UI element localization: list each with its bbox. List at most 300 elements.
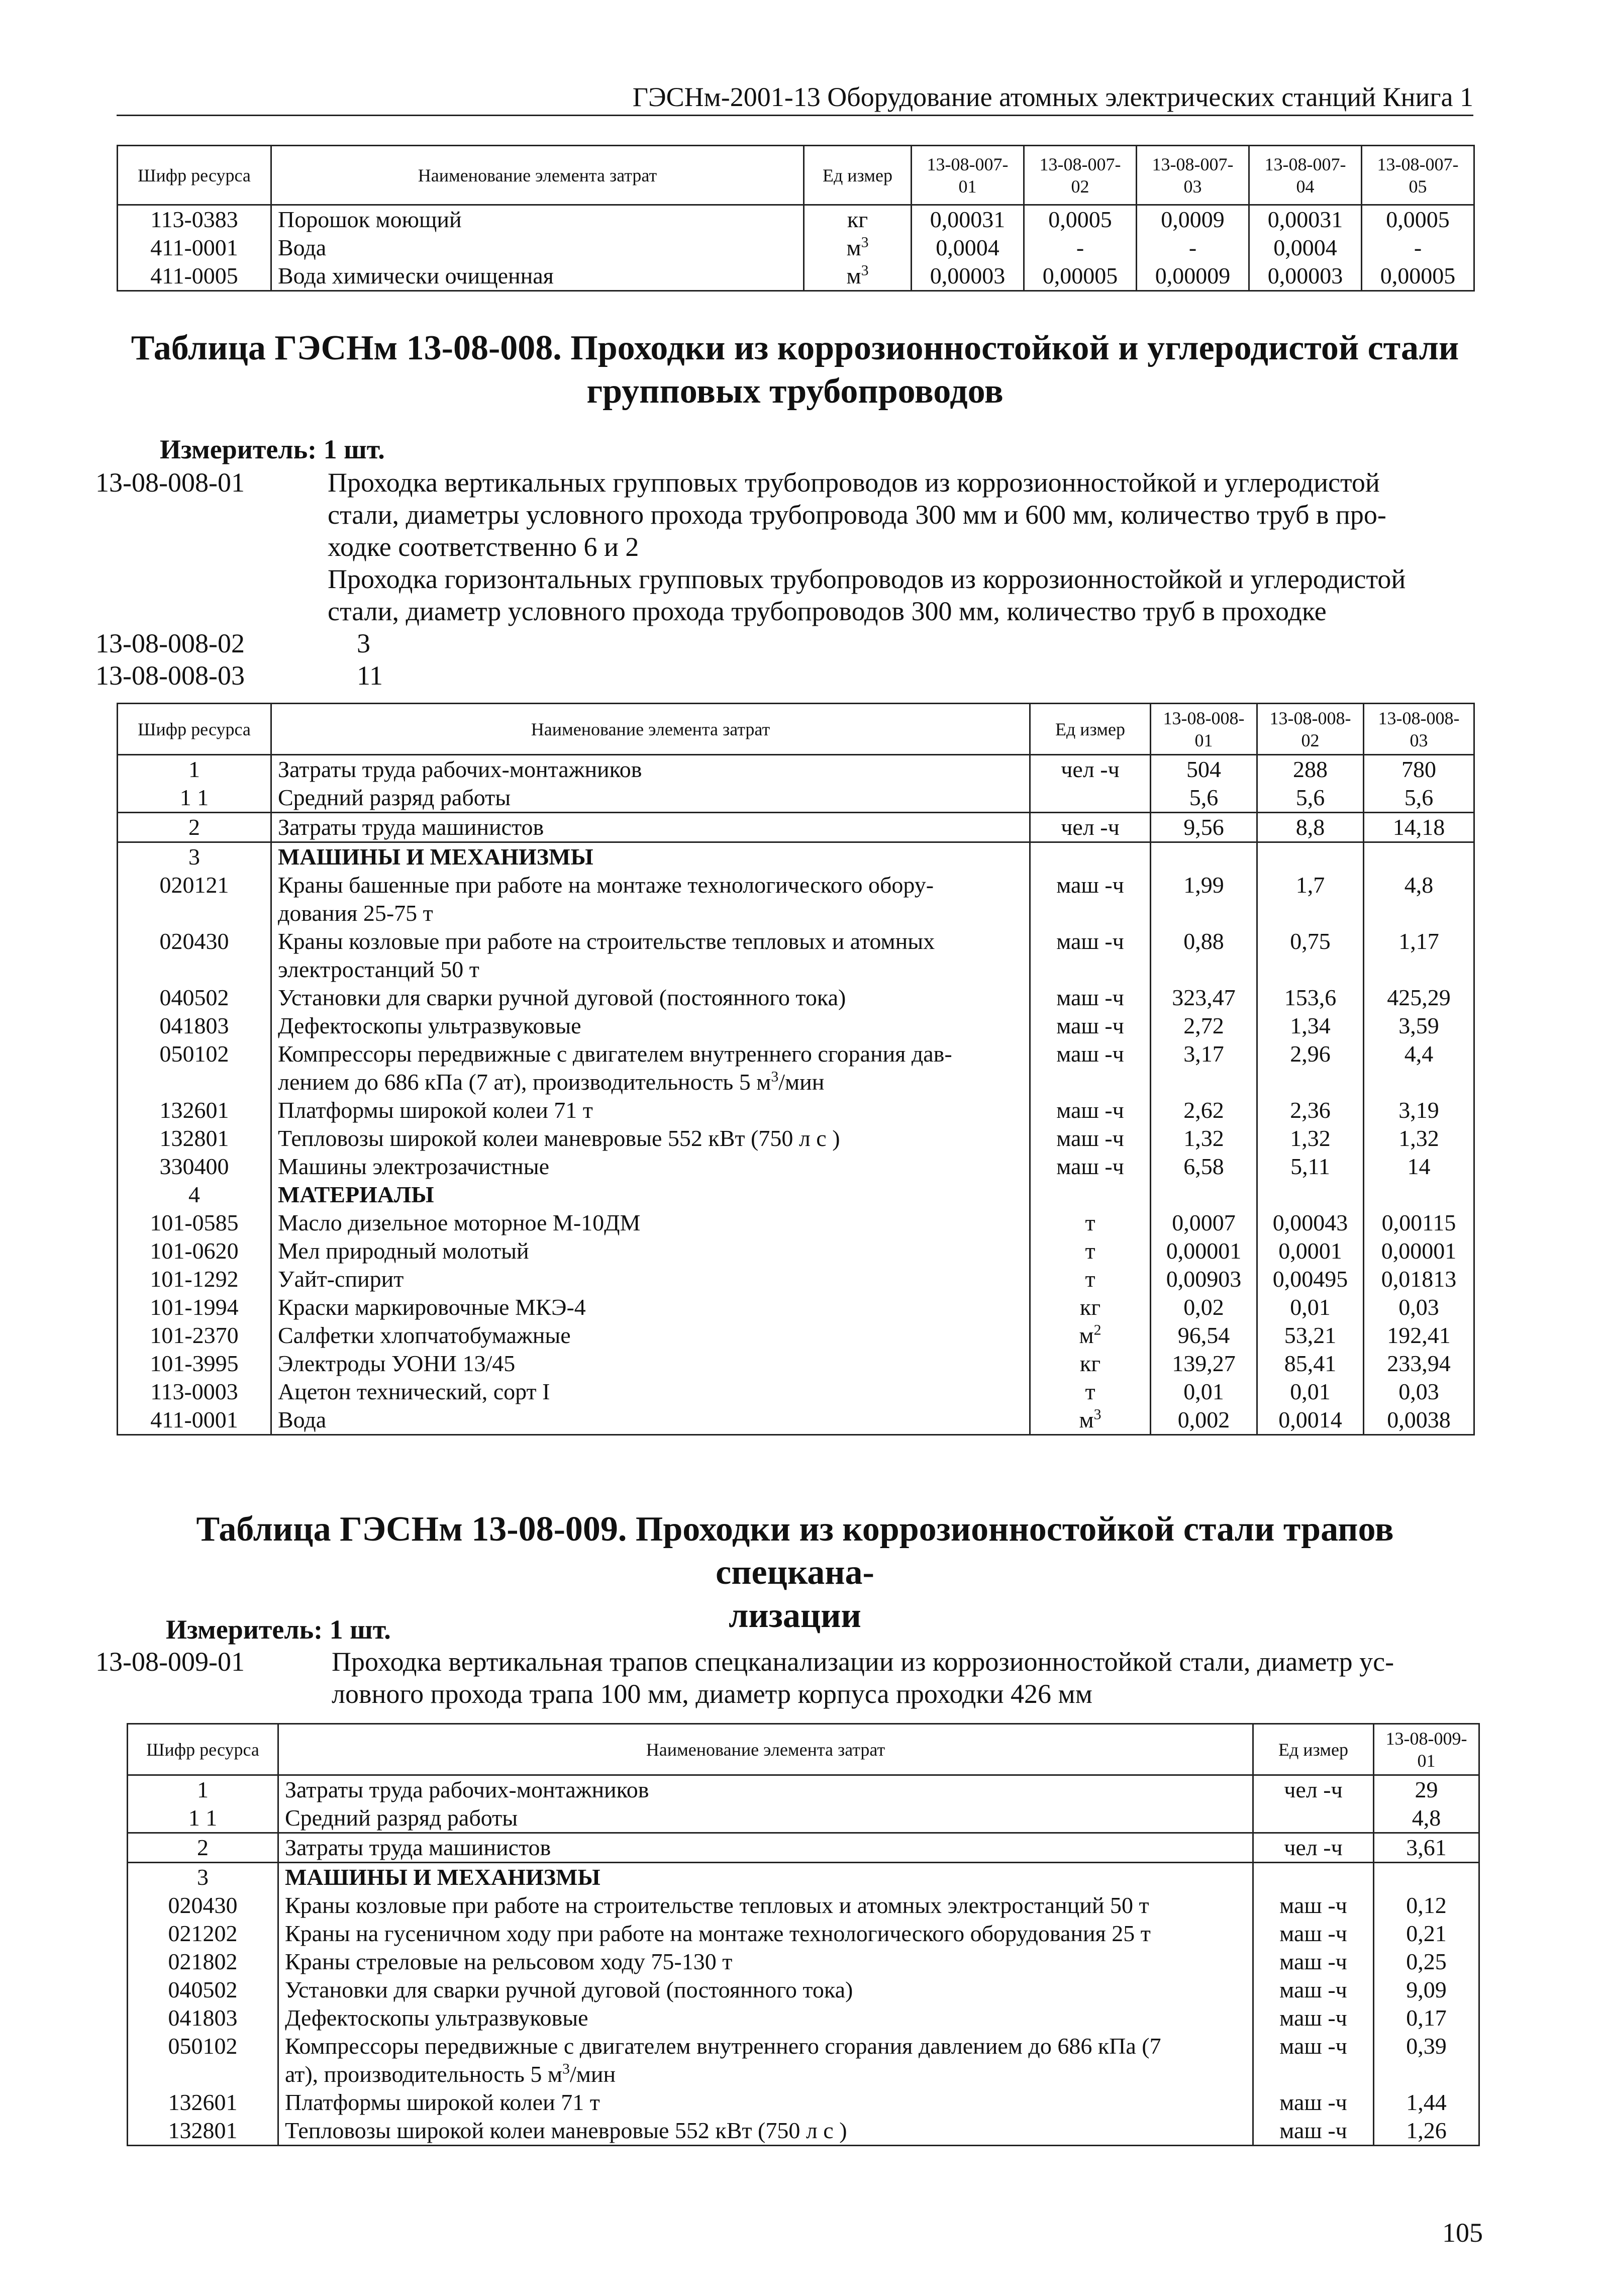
value: 1,32 bbox=[1257, 1124, 1364, 1153]
unit: $м^3$ bbox=[1030, 1406, 1151, 1435]
value: 1,34 bbox=[1257, 1012, 1364, 1040]
resource-name bbox=[271, 1350, 1030, 1378]
resource-name-line: Средний разряд работы bbox=[278, 785, 511, 810]
table-row bbox=[118, 1237, 1474, 1265]
resource-name-line: Ацетон технический, сорт I bbox=[278, 1379, 550, 1404]
unit: маш -ч bbox=[1253, 1976, 1374, 2004]
value: 14 bbox=[1364, 1153, 1474, 1181]
value: 233,94 bbox=[1364, 1350, 1474, 1378]
value: 4,8 bbox=[1374, 1804, 1479, 1833]
unit: маш -ч bbox=[1253, 2032, 1374, 2088]
value: 0,12 bbox=[1374, 1891, 1479, 1920]
table-title-008 bbox=[117, 327, 1473, 413]
resource-name bbox=[271, 1153, 1030, 1181]
unit: маш -ч bbox=[1030, 871, 1151, 927]
value: 504 bbox=[1151, 755, 1257, 784]
value: 0,02 bbox=[1151, 1293, 1257, 1321]
resource-code: 040502 bbox=[118, 984, 271, 1012]
table-row bbox=[118, 842, 1474, 872]
value: 0,00495 bbox=[1257, 1265, 1364, 1293]
title-line: групповых трубопроводов bbox=[586, 372, 1004, 411]
running-header bbox=[117, 80, 1473, 116]
unit: кг bbox=[804, 205, 912, 234]
table-row bbox=[118, 1040, 1474, 1096]
resource-name bbox=[271, 871, 1030, 927]
value bbox=[1257, 1181, 1364, 1209]
unit: маш -ч bbox=[1030, 1012, 1151, 1040]
resource-name-line: Дефектоскопы ультразвуковые bbox=[285, 2005, 588, 2031]
value: 2,62 bbox=[1151, 1096, 1257, 1124]
value: 1,7 bbox=[1257, 871, 1364, 927]
value: 1,32 bbox=[1151, 1124, 1257, 1153]
resource-code: 113-0003 bbox=[118, 1378, 271, 1406]
value: 0,0038 bbox=[1364, 1406, 1474, 1435]
resource-name bbox=[271, 1321, 1030, 1350]
value: 0,002 bbox=[1151, 1406, 1257, 1435]
work-code: 13-08-009-01 bbox=[95, 1647, 245, 1677]
col-header: Наименование элемента затрат bbox=[271, 704, 1030, 755]
unit: маш -ч bbox=[1253, 2088, 1374, 2117]
value: 0,01 bbox=[1257, 1378, 1364, 1406]
resource-code: 050102 bbox=[118, 1040, 271, 1096]
resource-name bbox=[271, 1406, 1030, 1435]
resource-name-line: Машины электрозачистные bbox=[278, 1154, 550, 1179]
description-line: Проходка вертикальная трапов спецканализации из коррозионностойкой стали, диаметр ус- bbox=[332, 1647, 1394, 1677]
value: 780 bbox=[1364, 755, 1474, 784]
resource-code: 113-0383 bbox=[118, 205, 271, 234]
resource-code: 1 bbox=[118, 755, 271, 784]
header-title: ГЭСНм-2001-13 Оборудование атомных электрических станций Книга 1 bbox=[632, 82, 1473, 112]
resource-code: 050102 bbox=[128, 2032, 278, 2088]
col-header: 13-08-009-01 bbox=[1374, 1724, 1479, 1775]
resource-table-007 bbox=[117, 145, 1475, 292]
resource-name-line: Установки для сварки ручной дуговой (постоянного тока) bbox=[278, 985, 846, 1010]
resource-code: 1 bbox=[128, 1775, 278, 1804]
resource-name-line: Тепловозы широкой колеи маневровые 552 кВт (750 л с ) bbox=[278, 1125, 840, 1151]
value: 3,61 bbox=[1374, 1833, 1479, 1863]
table-row bbox=[118, 784, 1474, 813]
table-row bbox=[118, 234, 1474, 262]
resource-name bbox=[278, 2088, 1253, 2117]
value: 5,11 bbox=[1257, 1153, 1364, 1181]
title-line: Таблица ГЭСНм 13-08-009. Проходки из коррозионностойкой стали трапов спецкана- bbox=[196, 1510, 1394, 1592]
table-row bbox=[128, 2117, 1479, 2146]
resource-name-line: Средний разряд работы bbox=[285, 1805, 518, 1831]
value bbox=[1374, 1863, 1479, 1892]
resource-name bbox=[271, 1209, 1030, 1237]
resource-code: 132801 bbox=[128, 2117, 278, 2146]
unit: т bbox=[1030, 1237, 1151, 1265]
resource-code: 411-0001 bbox=[118, 234, 271, 262]
value: 0,00009 bbox=[1137, 262, 1249, 291]
work-description bbox=[332, 1646, 1472, 1710]
unit: маш -ч bbox=[1253, 1891, 1374, 1920]
unit: чел -ч bbox=[1253, 1775, 1374, 1804]
title-line: Таблица ГЭСНм 13-08-008. Проходки из коррозионностойкой и углеродистой стали bbox=[131, 329, 1459, 367]
table-row bbox=[118, 1406, 1474, 1435]
value: 0,17 bbox=[1374, 2004, 1479, 2032]
resource-name-line: Платформы широкой колеи 71 т bbox=[278, 1097, 593, 1123]
unit bbox=[1253, 1804, 1374, 1833]
description-line: стали, диаметры условного прохода трубопровода 300 мм и 600 мм, количество труб в про- bbox=[328, 500, 1386, 530]
value: 425,29 bbox=[1364, 984, 1474, 1012]
title-line: лизации bbox=[729, 1596, 861, 1635]
table-row bbox=[128, 2004, 1479, 2032]
col-header: Шифр ресурса bbox=[118, 704, 271, 755]
value: 1,32 bbox=[1364, 1124, 1474, 1153]
resource-name-line: Затраты труда рабочих-монтажников bbox=[285, 1777, 649, 1802]
table-row bbox=[118, 984, 1474, 1012]
unit: маш -ч bbox=[1253, 2004, 1374, 2032]
value: 6,58 bbox=[1151, 1153, 1257, 1181]
resource-name-line: Затраты труда машинистов bbox=[285, 1835, 551, 1860]
table-row bbox=[118, 1321, 1474, 1350]
table-row bbox=[118, 927, 1474, 984]
table-row bbox=[128, 2088, 1479, 2117]
table-body bbox=[118, 755, 1474, 1435]
resource-name-line: Краны козловые при работе на строительстве тепловых и атомных bbox=[278, 928, 935, 954]
value: 2,96 bbox=[1257, 1040, 1364, 1096]
col-header: 13-08-007-03 bbox=[1137, 146, 1249, 205]
resource-code: 330400 bbox=[118, 1153, 271, 1181]
table-row bbox=[128, 1775, 1479, 1804]
col-header: Шифр ресурса bbox=[128, 1724, 278, 1775]
resource-code: 3 bbox=[118, 842, 271, 872]
resource-name-line: дования 25-75 т bbox=[278, 900, 433, 926]
resource-code: 101-0585 bbox=[118, 1209, 271, 1237]
resource-name-line: МАТЕРИАЛЫ bbox=[278, 1182, 434, 1207]
measure-unit: Измеритель: 1 шт. bbox=[160, 434, 385, 464]
resource-name bbox=[271, 755, 1030, 784]
unit: $м^3$ bbox=[804, 234, 912, 262]
unit: маш -ч bbox=[1030, 1040, 1151, 1096]
table-row bbox=[118, 755, 1474, 784]
resource-name-line: Вода bbox=[278, 1407, 327, 1432]
value: 0,00043 bbox=[1257, 1209, 1364, 1237]
value: 29 bbox=[1374, 1775, 1479, 1804]
value: 0,00903 bbox=[1151, 1265, 1257, 1293]
resource-name-line: лением до 686 кПа (7 ат), производительность 5 $м^3$/мин bbox=[278, 1068, 825, 1095]
value: 0,00115 bbox=[1364, 1209, 1474, 1237]
table-header-row bbox=[118, 146, 1474, 205]
resource-code: 020430 bbox=[128, 1891, 278, 1920]
unit bbox=[1030, 842, 1151, 872]
value: 3,17 bbox=[1151, 1040, 1257, 1096]
unit: т bbox=[1030, 1209, 1151, 1237]
value: 0,0014 bbox=[1257, 1406, 1364, 1435]
value: 1,17 bbox=[1364, 927, 1474, 984]
work-code: 13-08-008-01 bbox=[95, 467, 245, 498]
col-header: Ед измер bbox=[1030, 704, 1151, 755]
table-row bbox=[118, 1350, 1474, 1378]
work-quantity: 11 bbox=[357, 660, 383, 691]
value: 4,8 bbox=[1364, 871, 1474, 927]
unit: чел -ч bbox=[1253, 1833, 1374, 1863]
resource-code: 101-0620 bbox=[118, 1237, 271, 1265]
value: 53,21 bbox=[1257, 1321, 1364, 1350]
resource-name-line: МАШИНЫ И МЕХАНИЗМЫ bbox=[285, 1864, 600, 1890]
value: - bbox=[1362, 234, 1474, 262]
table-body bbox=[128, 1775, 1479, 2146]
unit: т bbox=[1030, 1378, 1151, 1406]
resource-name-line: Платформы широкой колеи 71 т bbox=[285, 2089, 600, 2115]
table-row bbox=[118, 1209, 1474, 1237]
description-line: Проходка вертикальных групповых трубопроводов из коррозионностойкой и углеродистой bbox=[328, 467, 1380, 498]
table-row bbox=[118, 871, 1474, 927]
table-row bbox=[118, 1096, 1474, 1124]
resource-code: 1 1 bbox=[118, 784, 271, 813]
value: 0,00003 bbox=[912, 262, 1024, 291]
unit: кг bbox=[1030, 1350, 1151, 1378]
resource-code: 4 bbox=[118, 1181, 271, 1209]
resource-name-line: ат), производительность 5 $м^3$/мин bbox=[285, 2060, 616, 2087]
value: 0,00001 bbox=[1151, 1237, 1257, 1265]
resource-name-line: Установки для сварки ручной дуговой (постоянного тока) bbox=[285, 1977, 853, 2002]
unit: $м^3$ bbox=[804, 262, 912, 291]
table-row bbox=[118, 1124, 1474, 1153]
value: 3,19 bbox=[1364, 1096, 1474, 1124]
resource-name bbox=[278, 1804, 1253, 1833]
resource-code: 2 bbox=[118, 813, 271, 842]
unit: маш -ч bbox=[1253, 1920, 1374, 1948]
table-row bbox=[118, 1378, 1474, 1406]
table-row bbox=[128, 1804, 1479, 1833]
col-header: 13-08-008-03 bbox=[1364, 704, 1474, 755]
unit: маш -ч bbox=[1030, 1124, 1151, 1153]
resource-name-line: Краны башенные при работе на монтаже технологического обору- bbox=[278, 872, 934, 898]
resource-name bbox=[271, 813, 1030, 842]
resource-name-line: Мел природный молотый bbox=[278, 1238, 529, 1264]
table-row bbox=[118, 1265, 1474, 1293]
resource-name bbox=[271, 1124, 1030, 1153]
resource-name bbox=[278, 1891, 1253, 1920]
unit bbox=[1030, 784, 1151, 813]
resource-name-line: Краны козловые при работе на строительстве тепловых и атомных электростанций 50 т bbox=[285, 1892, 1149, 1918]
value: 0,01 bbox=[1257, 1293, 1364, 1321]
table-row bbox=[128, 1920, 1479, 1948]
value: 2,72 bbox=[1151, 1012, 1257, 1040]
resource-name-line: Тепловозы широкой колеи маневровые 552 кВт (750 л с ) bbox=[285, 2118, 847, 2143]
table-row bbox=[118, 813, 1474, 842]
unit: маш -ч bbox=[1030, 927, 1151, 984]
resource-name-line: Затраты труда рабочих-монтажников bbox=[278, 756, 642, 782]
value bbox=[1151, 1181, 1257, 1209]
description-line: стали, диаметр условного прохода трубопроводов 300 мм, количество труб в проходке bbox=[328, 596, 1327, 626]
resource-code: 3 bbox=[128, 1863, 278, 1892]
value: 0,21 bbox=[1374, 1920, 1479, 1948]
value: 0,0004 bbox=[912, 234, 1024, 262]
value: 0,03 bbox=[1364, 1293, 1474, 1321]
unit: маш -ч bbox=[1030, 984, 1151, 1012]
resource-code: 2 bbox=[128, 1833, 278, 1863]
measure-unit: Измеритель: 1 шт. bbox=[166, 1614, 391, 1645]
value: 0,88 bbox=[1151, 927, 1257, 984]
value: 5,6 bbox=[1151, 784, 1257, 813]
resource-name bbox=[271, 1012, 1030, 1040]
value: 0,00005 bbox=[1362, 262, 1474, 291]
page-number: 105 bbox=[1442, 2218, 1483, 2248]
resource-name bbox=[278, 1948, 1253, 1976]
unit bbox=[1030, 1181, 1151, 1209]
resource-name-line: Краны стреловые на рельсовом ходу 75-130 т bbox=[285, 1949, 733, 1974]
value: 0,00031 bbox=[912, 205, 1024, 234]
value: 3,59 bbox=[1364, 1012, 1474, 1040]
resource-name bbox=[271, 784, 1030, 813]
value: 0,01813 bbox=[1364, 1265, 1474, 1293]
table-row bbox=[128, 1948, 1479, 1976]
value bbox=[1364, 1181, 1474, 1209]
col-header: 13-08-008-01 bbox=[1151, 704, 1257, 755]
unit: маш -ч bbox=[1253, 1948, 1374, 1976]
unit: маш -ч bbox=[1253, 2117, 1374, 2146]
resource-name bbox=[271, 984, 1030, 1012]
value: 0,0001 bbox=[1257, 1237, 1364, 1265]
resource-name bbox=[278, 2117, 1253, 2146]
resource-name bbox=[271, 1293, 1030, 1321]
resource-code: 020430 bbox=[118, 927, 271, 984]
unit: чел -ч bbox=[1030, 755, 1151, 784]
resource-name: Вода bbox=[271, 234, 804, 262]
resource-name-line: Масло дизельное моторное М-10ДМ bbox=[278, 1210, 641, 1235]
resource-name bbox=[278, 1833, 1253, 1863]
unit: кг bbox=[1030, 1293, 1151, 1321]
value: 9,09 bbox=[1374, 1976, 1479, 2004]
value: 0,75 bbox=[1257, 927, 1364, 984]
resource-name bbox=[271, 1265, 1030, 1293]
resource-name bbox=[271, 927, 1030, 984]
resource-name: Вода химически очищенная bbox=[271, 262, 804, 291]
resource-code: 411-0005 bbox=[118, 262, 271, 291]
unit bbox=[1253, 1863, 1374, 1892]
resource-code: 021202 bbox=[128, 1920, 278, 1948]
resource-code: 101-3995 bbox=[118, 1350, 271, 1378]
table-row bbox=[128, 2032, 1479, 2088]
value: 323,47 bbox=[1151, 984, 1257, 1012]
value: 8,8 bbox=[1257, 813, 1364, 842]
value bbox=[1257, 842, 1364, 872]
resource-name-line: Затраты труда машинистов bbox=[278, 814, 544, 840]
resource-code: 101-2370 bbox=[118, 1321, 271, 1350]
resource-name bbox=[271, 1378, 1030, 1406]
col-header: Шифр ресурса bbox=[118, 146, 271, 205]
resource-code: 101-1292 bbox=[118, 1265, 271, 1293]
resource-table-008 bbox=[117, 703, 1475, 1436]
value: 0,39 bbox=[1374, 2032, 1479, 2088]
table-row bbox=[128, 1833, 1479, 1863]
col-header: 13-08-007-05 bbox=[1362, 146, 1474, 205]
unit: маш -ч bbox=[1030, 1096, 1151, 1124]
value: - bbox=[1137, 234, 1249, 262]
col-header: 13-08-007-02 bbox=[1024, 146, 1137, 205]
resource-code: 411-0001 bbox=[118, 1406, 271, 1435]
value: 0,0005 bbox=[1024, 205, 1137, 234]
value: 0,0004 bbox=[1249, 234, 1362, 262]
unit: т bbox=[1030, 1265, 1151, 1293]
work-description bbox=[328, 466, 1473, 627]
value: 0,00031 bbox=[1249, 205, 1362, 234]
value: 5,6 bbox=[1257, 784, 1364, 813]
table-row bbox=[128, 1863, 1479, 1892]
work-quantity: 3 bbox=[357, 628, 370, 658]
table-row bbox=[118, 1181, 1474, 1209]
value: 96,54 bbox=[1151, 1321, 1257, 1350]
col-header: Ед измер bbox=[804, 146, 912, 205]
resource-name-line: Компрессоры передвижные с двигателем внутреннего сгорания дав- bbox=[278, 1041, 952, 1067]
col-header: 13-08-007-04 bbox=[1249, 146, 1362, 205]
unit: чел -ч bbox=[1030, 813, 1151, 842]
resource-code: 132801 bbox=[118, 1124, 271, 1153]
table-header-row bbox=[128, 1724, 1479, 1775]
table-row bbox=[118, 262, 1474, 291]
resource-name bbox=[278, 1863, 1253, 1892]
value: 0,25 bbox=[1374, 1948, 1479, 1976]
resource-code: 040502 bbox=[128, 1976, 278, 2004]
resource-name bbox=[271, 1096, 1030, 1124]
value: 192,41 bbox=[1364, 1321, 1474, 1350]
value: 139,27 bbox=[1151, 1350, 1257, 1378]
table-row bbox=[118, 1293, 1474, 1321]
resource-name: Порошок моющий bbox=[271, 205, 804, 234]
value: 85,41 bbox=[1257, 1350, 1364, 1378]
description-line: Проходка горизонтальных групповых трубопроводов из коррозионностойкой и углеродистой bbox=[328, 564, 1406, 594]
table-row bbox=[118, 1153, 1474, 1181]
resource-table-009 bbox=[127, 1723, 1480, 2146]
resource-name-line: Салфетки хлопчатобумажные bbox=[278, 1322, 571, 1348]
value: 0,00005 bbox=[1024, 262, 1137, 291]
value: 1,26 bbox=[1374, 2117, 1479, 2146]
table-row bbox=[128, 1891, 1479, 1920]
resource-code: 021802 bbox=[128, 1948, 278, 1976]
resource-name bbox=[271, 1237, 1030, 1265]
value: 0,01 bbox=[1151, 1378, 1257, 1406]
description-line: ловного прохода трапа 100 мм, диаметр корпуса проходки 426 мм bbox=[332, 1679, 1092, 1709]
value: 0,00001 bbox=[1364, 1237, 1474, 1265]
resource-name bbox=[278, 1920, 1253, 1948]
table-row bbox=[128, 1976, 1479, 2004]
resource-name bbox=[271, 1181, 1030, 1209]
value: 0,0009 bbox=[1137, 205, 1249, 234]
resource-name-line: электростанций 50 т bbox=[278, 956, 479, 982]
resource-name bbox=[278, 1976, 1253, 2004]
value: 2,36 bbox=[1257, 1096, 1364, 1124]
col-header: 13-08-007-01 bbox=[912, 146, 1024, 205]
value: 5,6 bbox=[1364, 784, 1474, 813]
value: 0,0007 bbox=[1151, 1209, 1257, 1237]
col-header: 13-08-008-02 bbox=[1257, 704, 1364, 755]
value: 0,0005 bbox=[1362, 205, 1474, 234]
resource-code: 101-1994 bbox=[118, 1293, 271, 1321]
table-row bbox=[118, 1012, 1474, 1040]
resource-name bbox=[278, 2004, 1253, 2032]
resource-name bbox=[278, 1775, 1253, 1804]
work-code: 13-08-008-03 bbox=[95, 660, 245, 691]
value: 1,44 bbox=[1374, 2088, 1479, 2117]
resource-name-line: Краны на гусеничном ходу при работе на монтаже технологического оборудования 25 т bbox=[285, 1921, 1151, 1946]
unit: маш -ч bbox=[1030, 1153, 1151, 1181]
value: 0,03 bbox=[1364, 1378, 1474, 1406]
value: 9,56 bbox=[1151, 813, 1257, 842]
resource-name bbox=[271, 842, 1030, 872]
value: 1,99 bbox=[1151, 871, 1257, 927]
resource-code: 041803 bbox=[128, 2004, 278, 2032]
resource-name-line: Уайт-спирит bbox=[278, 1266, 404, 1292]
resource-name-line: Дефектоскопы ультразвуковые bbox=[278, 1013, 581, 1038]
col-header: Наименование элемента затрат bbox=[278, 1724, 1253, 1775]
resource-code: 041803 bbox=[118, 1012, 271, 1040]
value bbox=[1151, 842, 1257, 872]
resource-name-line: Краски маркировочные МКЭ-4 bbox=[278, 1294, 586, 1320]
value: 288 bbox=[1257, 755, 1364, 784]
